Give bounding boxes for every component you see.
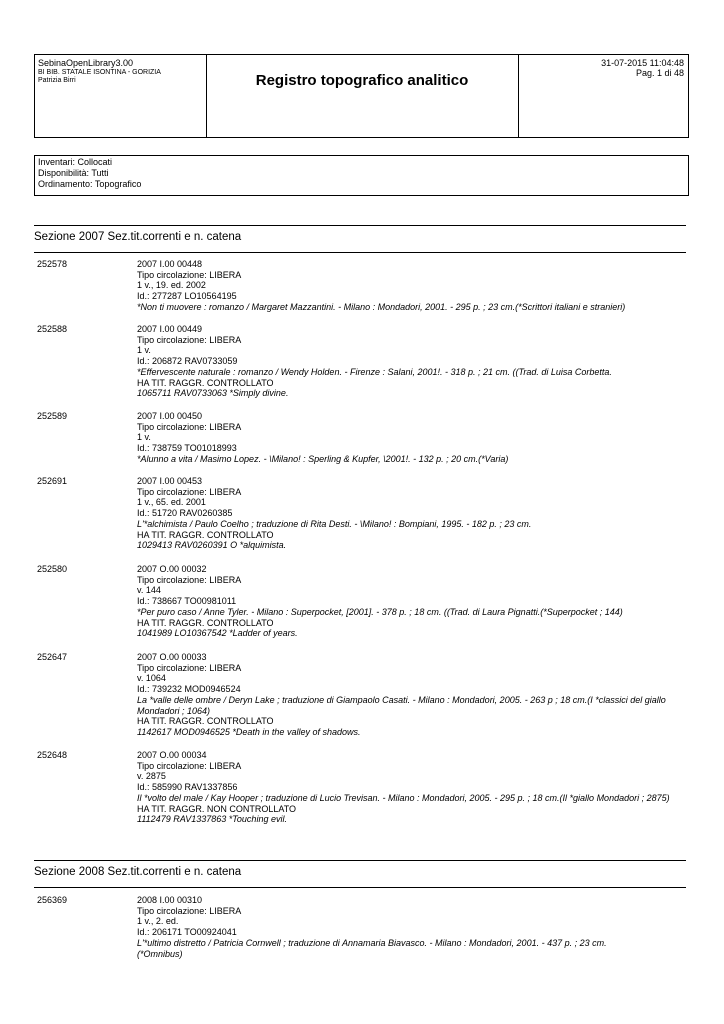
original-title: 1142617 MOD0946525 *Death in the valley of shadows. bbox=[137, 726, 361, 737]
record-details bbox=[137, 324, 687, 399]
record-id: Id.: 277287 LO10564195 bbox=[137, 291, 237, 302]
record-id: Id.: 739232 MOD0946524 bbox=[137, 684, 241, 695]
inventory-number: 252580 bbox=[37, 564, 68, 574]
volume-info: 1 v., 65. ed. 2001 bbox=[137, 497, 206, 508]
filter-disponibilita: Disponibilità: Tutti bbox=[38, 168, 109, 178]
circulation-type: Tipo circolazione: LIBERA bbox=[137, 421, 242, 432]
filter-ordinamento: Ordinamento: Topografico bbox=[38, 179, 142, 189]
record-id: Id.: 206171 TO00924041 bbox=[137, 927, 237, 938]
record-details bbox=[137, 411, 687, 465]
record-details bbox=[137, 476, 687, 551]
collocation: 2008 I.00 00310 bbox=[137, 895, 203, 905]
page-number: Pag. 1 di 48 bbox=[635, 68, 684, 78]
circulation-type: Tipo circolazione: LIBERA bbox=[137, 574, 242, 585]
section-heading: Sezione 2007 Sez.tit.correnti e n. catena bbox=[34, 225, 686, 253]
circulation-type: Tipo circolazione: LIBERA bbox=[137, 905, 242, 916]
collocation: 2007 I.00 00449 bbox=[137, 324, 203, 334]
record-id: Id.: 51720 RAV0260385 bbox=[137, 508, 233, 519]
report-title: Registro topografico analitico bbox=[255, 72, 469, 89]
record-id: Id.: 738759 TO01018993 bbox=[137, 443, 237, 454]
collocation: 2007 I.00 00448 bbox=[137, 259, 203, 269]
inventory-number: 256369 bbox=[37, 895, 68, 905]
circulation-type: Tipo circolazione: LIBERA bbox=[137, 269, 242, 280]
record-details bbox=[137, 652, 687, 738]
report-datetime: 31-07-2015 11:04:48 bbox=[601, 58, 684, 68]
collocation: 2007 O.00 00033 bbox=[137, 652, 207, 662]
circulation-type: Tipo circolazione: LIBERA bbox=[137, 760, 242, 771]
volume-info: 1 v., 2. ed. bbox=[137, 916, 179, 927]
inventory-number: 252588 bbox=[37, 324, 68, 334]
original-title: 1065711 RAV0733063 *Simply divine. bbox=[137, 388, 289, 399]
record-details bbox=[137, 259, 687, 313]
inventory-number: 252589 bbox=[37, 411, 68, 421]
header-info-cell bbox=[35, 55, 207, 137]
original-title: 1029413 RAV0260391 O *alquimista. bbox=[137, 540, 287, 551]
original-title: 1041989 LO10367542 *Ladder of years. bbox=[137, 628, 298, 639]
bibliographic-description: Il *volto del male / Kay Hooper ; traduzione di Lucio Trevisan. - Milano : Mondadori, 2005. - 295 p. ; 18 cm.(Il *giallo Mondadori ; 2875) bbox=[137, 792, 670, 803]
collocation: 2007 I.00 00450 bbox=[137, 411, 203, 421]
collocation: 2007 I.00 00453 bbox=[137, 476, 203, 486]
record-id: Id.: 738667 TO00981011 bbox=[137, 596, 237, 607]
record-details bbox=[137, 895, 687, 959]
bibliographic-description: *Non ti muovere : romanzo / Margaret Mazzantini. - Milano : Mondadori, 2001. - 295 p. ; 23 cm.(*Scrittori italiani e stranieri) bbox=[137, 301, 626, 312]
bibliographic-description: L'*ultimo distretto / Patricia Cornwell ; traduzione di Annamaria Biavasco. - Milano : Mondadori, 2001. - 437 p. ; 23 cm.(*Omnibus) bbox=[137, 937, 607, 959]
bibliographic-description: *Alunno a vita / Masimo Lopez. - \Milano! : Sperling & Kupfer, \2001!. - 132 p. ; 20 cm.(*Varia) bbox=[137, 453, 509, 464]
inventory-number: 252648 bbox=[37, 750, 68, 760]
app-name: SebinaOpenLibrary3.00 bbox=[38, 58, 134, 68]
section-heading: Sezione 2008 Sez.tit.correnti e n. catena bbox=[34, 860, 686, 888]
collocation: 2007 O.00 00032 bbox=[137, 564, 207, 574]
grouped-title-status: HA TIT. RAGGR. CONTROLLATO bbox=[137, 377, 274, 388]
grouped-title-status: HA TIT. RAGGR. CONTROLLATO bbox=[137, 716, 274, 727]
record-id: Id.: 585990 RAV1337856 bbox=[137, 782, 238, 793]
volume-info: v. 1064 bbox=[137, 673, 166, 684]
record-details bbox=[137, 564, 687, 639]
library-name: BI BIB. STATALE ISONTINA - GORIZIA bbox=[38, 69, 161, 76]
inventory-number: 252578 bbox=[37, 259, 68, 269]
bibliographic-description: *Effervescente naturale : romanzo / Wendy Holden. - Firenze : Salani, 2001!. - 318 p. ; 21 cm. ((Trad. di Luisa Corbetta. bbox=[137, 366, 612, 377]
volume-info: v. 144 bbox=[137, 585, 161, 596]
grouped-title-status: HA TIT. RAGGR. CONTROLLATO bbox=[137, 617, 274, 628]
user-name: Patrizia Birri bbox=[38, 77, 76, 84]
filter-inventari: Inventari: Collocati bbox=[38, 157, 113, 167]
bibliographic-description: *Per puro caso / Anne Tyler. - Milano : Superpocket, [2001]. - 378 p. ; 18 cm. ((Trad. di Laura Pignatti.(*Superpocket ; 144) bbox=[137, 606, 623, 617]
circulation-type: Tipo circolazione: LIBERA bbox=[137, 486, 242, 497]
bibliographic-description: L'*alchimista / Paulo Coelho ; traduzione di Rita Desti. - \Milano! : Bompiani, 1995. - 182 p. ; 23 cm. bbox=[137, 518, 532, 529]
volume-info: v. 2875 bbox=[137, 771, 166, 782]
bibliographic-description: La *valle delle ombre / Deryn Lake ; traduzione di Giampaolo Casati. - Milano : Mondadori, 2005. - 263 p ; 18 cm.(I *classici del giallo Mondadori ; 1064) bbox=[137, 694, 666, 716]
report-header bbox=[34, 54, 689, 138]
original-title: 1112479 RAV1337863 *Touching evil. bbox=[137, 814, 287, 825]
circulation-type: Tipo circolazione: LIBERA bbox=[137, 334, 242, 345]
grouped-title-status: HA TIT. RAGGR. NON CONTROLLATO bbox=[137, 803, 297, 814]
header-date-cell bbox=[518, 55, 689, 137]
volume-info: 1 v. bbox=[137, 345, 151, 356]
filter-box bbox=[34, 155, 689, 196]
circulation-type: Tipo circolazione: LIBERA bbox=[137, 662, 242, 673]
inventory-number: 252647 bbox=[37, 652, 68, 662]
record-id: Id.: 206872 RAV0733059 bbox=[137, 356, 238, 367]
collocation: 2007 O.00 00034 bbox=[137, 750, 207, 760]
volume-info: 1 v. bbox=[137, 432, 151, 443]
volume-info: 1 v., 19. ed. 2002 bbox=[137, 280, 206, 291]
grouped-title-status: HA TIT. RAGGR. CONTROLLATO bbox=[137, 529, 274, 540]
inventory-number: 252691 bbox=[37, 476, 68, 486]
record-details bbox=[137, 750, 687, 825]
